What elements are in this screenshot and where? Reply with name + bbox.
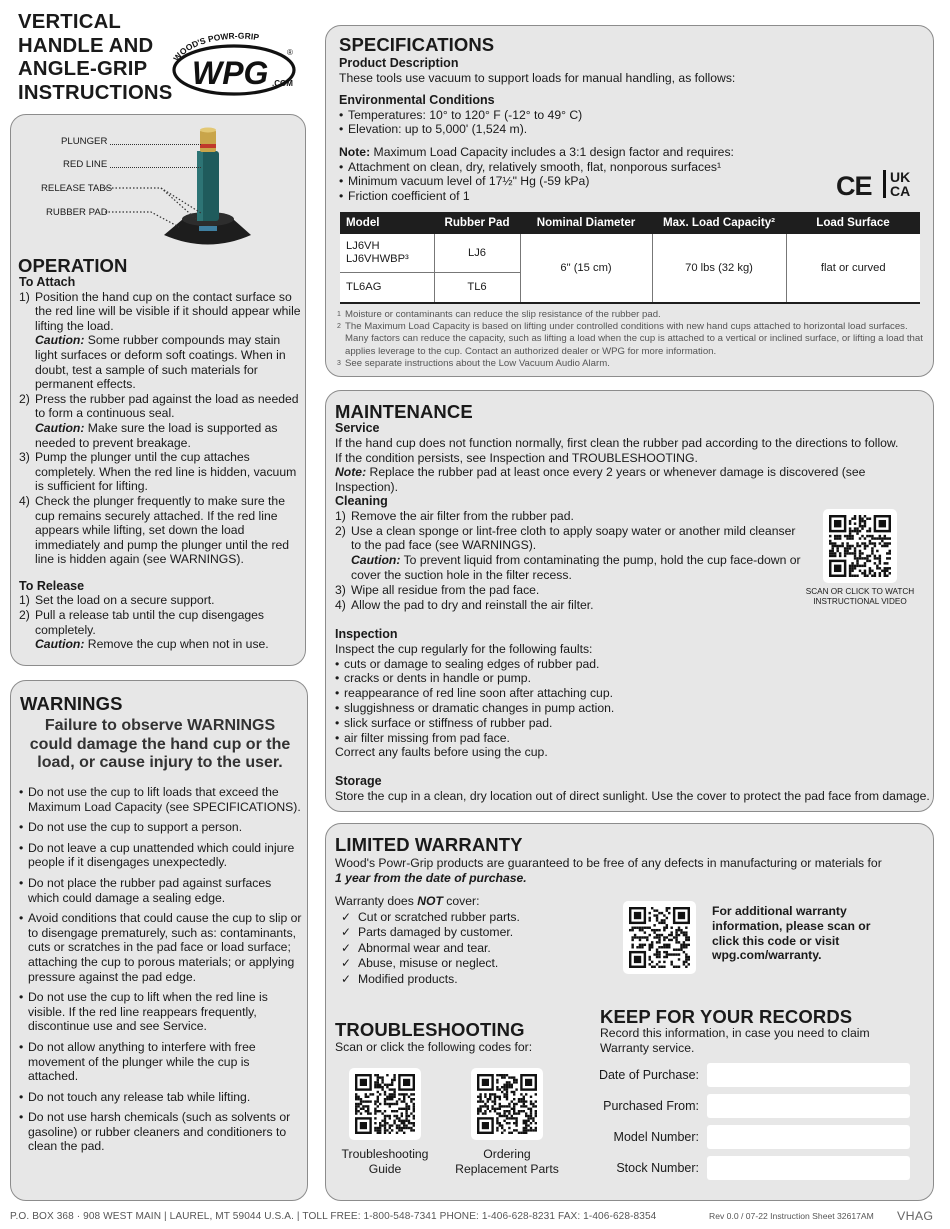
ce-mark: CE: [836, 171, 872, 201]
list-item: • slick surface or stiffness of rubber pad.: [335, 715, 553, 730]
service-text: If the condition persists, see Inspection and TROUBLESHOOTING.: [335, 450, 698, 465]
troubleshooting-heading: TROUBLESHOOTING: [335, 1019, 525, 1040]
stock-number-field[interactable]: [707, 1156, 910, 1180]
wpg-logo: [170, 28, 302, 98]
to-attach-heading: To Attach: [19, 275, 76, 289]
document-title: VERTICAL HANDLE AND ANGLE-GRIP INSTRUCTIONS: [18, 11, 173, 104]
cleaning-heading: Cleaning: [335, 494, 388, 508]
specifications-panel: [325, 25, 934, 377]
troubleshooting-qr-code[interactable]: [349, 1068, 421, 1140]
check-icon: ✓: [341, 971, 352, 986]
footnote: 1 Moisture or contaminants can reduce the slip resistance of the rubber pad.: [337, 309, 661, 320]
list-item: • Friction coefficient of 1: [339, 188, 470, 203]
list-item: • cracks or dents in handle or pump.: [335, 671, 531, 686]
table-cell: flat or curved: [786, 234, 920, 303]
warnings-panel: [10, 680, 308, 1201]
not-cover-line: Warranty does NOT cover:: [335, 894, 480, 908]
list-item: 2) Press the rubber pad against the load as needed to form a continuous seal. Caution: Make sure the load is supported as needed to prevent breakage.: [19, 391, 299, 450]
list-item: • Minimum vacuum level of 17½" Hg (-59 kPa): [339, 174, 590, 189]
storage-heading: Storage: [335, 774, 382, 788]
stock-number-label: Stock Number:: [616, 1161, 699, 1175]
table-header: Nominal Diameter: [520, 212, 652, 234]
check-icon: ✓: [341, 909, 352, 924]
table-header-row: [340, 212, 920, 234]
note-line: Note: Maximum Load Capacity includes a 3:1 design factor and requires:: [339, 144, 734, 159]
model-number-label: Model Number:: [613, 1130, 699, 1144]
list-item: • Temperatures: 10° to 120° F (-12° to 49° C): [339, 107, 583, 122]
list-item: • Do not place the rubber pad against surfaces which could damage a sealing edge.: [19, 875, 272, 905]
table-cell: 70 lbs (32 kg): [652, 234, 786, 303]
warranty-qr-text[interactable]: For additional warranty information, please scan or click this code or visit wpg.com/warranty.: [712, 904, 871, 963]
diagram-label: RED LINE: [63, 159, 201, 171]
model-number-field[interactable]: [707, 1125, 910, 1149]
check-icon: ✓: [341, 925, 352, 939]
release-steps: [19, 593, 303, 651]
table-row: [340, 234, 920, 272]
maintenance-panel: [325, 390, 934, 812]
list-item: 2) Use a clean sponge or lint-free cloth to apply soapy water or another mild cleanser to the pad face (see WARNINGS). Caution: To prevent liquid from contaminating the pump, hold the cup face-down or cover the suction hole in the filter recess.: [335, 523, 801, 582]
maintenance-cleaning: [335, 494, 805, 612]
footnote: 2 The Maximum Load Capacity is based on lifting under controlled conditions with new hand cups attached to horizontal load surfaces. Many factors can reduce the capacity, such as lifting a load when the cup is attached to a vertical or inclined surface, or lifting a load that applies leverage to the cup. Contact an authorized dealer or WPG for more information.: [337, 321, 923, 357]
inspection-intro: Inspect the cup regularly for the following faults:: [335, 641, 593, 656]
table-cell: 6" (15 cm): [520, 234, 652, 303]
list-item: 3) Pump the plunger until the cup attaches completely. When the red line is hidden, vacuum is sufficient for lifting.: [19, 450, 297, 494]
list-item: 3) Wipe all residue from the pad face.: [335, 582, 540, 597]
maintenance-heading: MAINTENANCE: [335, 401, 473, 422]
list-item: • Avoid conditions that could cause the cup to slip or to disengage prematurely, such as: contaminants, cuts or scratches in the pad face or load surface; attaching the cup to porous materials; or applying pressure against the pad edge.: [19, 911, 302, 984]
specifications-body: [339, 56, 839, 203]
warranty-heading: LIMITED WARRANTY: [335, 834, 523, 855]
list-item: • air filter missing from pad face.: [335, 730, 510, 745]
warranty-intro: Wood's Powr-Grip products are guaranteed to be free of any defects in manufacturing or materials for 1 year from the date of purchase.: [335, 856, 882, 885]
list-item: 1) Set the load on a secure support.: [19, 593, 215, 608]
list-item: • Elevation: up to 5,000' (1,524 m).: [339, 122, 528, 137]
diagram-label: RUBBER PAD: [46, 207, 108, 218]
troubleshooting-guide-label[interactable]: Troubleshooting Guide: [341, 1147, 429, 1176]
environmental-heading: Environmental Conditions: [339, 93, 495, 108]
records-subtext: Record this information, in case you need to claim Warranty service.: [600, 1026, 870, 1055]
footer-revision: Rev 0.0 / 07-22 Instruction Sheet 32617AM: [709, 1211, 874, 1221]
to-release-heading: To Release: [19, 578, 85, 593]
ukca-mark: UK CA: [883, 170, 910, 198]
table-cell: TL6AG: [340, 272, 434, 303]
service-heading: Service: [335, 421, 380, 435]
check-icon: ✓: [341, 956, 352, 970]
storage-text: Store the cup in a clean, dry location out of direct sunlight. Use the cover to protect the pad face from damage.: [335, 788, 930, 803]
specifications-table: [340, 212, 920, 304]
list-item: • Do not use the cup to support a person.: [19, 820, 243, 835]
maintenance-service: [335, 421, 931, 495]
footer-address: P.O. BOX 368 · 908 WEST MAIN | LAUREL, MT 59044 U.S.A. | TOLL FREE: 1-800-548-7341 PHONE: 1-406-628-8231 FAX: 1-406-628-8354: [10, 1211, 657, 1222]
list-item: • reappearance of red line soon after attaching cup.: [335, 686, 613, 701]
operation-body: [19, 275, 303, 652]
list-item: • sluggishness or dramatic changes in pump action.: [335, 700, 615, 715]
list-item: 1) Remove the air filter from the rubber pad.: [335, 508, 574, 523]
warnings-heading: WARNINGS: [20, 693, 123, 714]
list-item: ✓ Cut or scratched rubber parts.: [341, 909, 520, 924]
table-header: Max. Load Capacity²: [652, 212, 786, 234]
list-item: ✓ Modified products.: [341, 971, 458, 986]
svg-text:.COM: .COM: [272, 79, 293, 88]
product-description-text: These tools use vacuum to support loads for manual handling, as follows:: [339, 70, 736, 85]
warranty-qr-code[interactable]: [623, 901, 696, 974]
inspection-heading: Inspection: [335, 627, 398, 641]
inspection-outro: Correct any faults before using the cup.: [335, 745, 548, 760]
troubleshooting-subtext: Scan or click the following codes for:: [335, 1040, 533, 1054]
specifications-footnotes: [337, 309, 927, 370]
maintenance-inspection: [335, 627, 931, 760]
svg-text:WPG: WPG: [192, 55, 269, 91]
purchased-from-field[interactable]: [707, 1094, 910, 1118]
list-item: 4) Allow the pad to dry and reinstall the air filter.: [335, 597, 594, 612]
video-qr-code[interactable]: [823, 509, 897, 583]
list-item: ✓ Abuse, misuse or neglect.: [341, 956, 499, 970]
warnings-lead: Failure to observe WARNINGS could damage the hand cup or the load, or cause injury to the user.: [29, 717, 291, 771]
table-header: Load Surface: [786, 212, 920, 234]
purchased-from-label: Purchased From:: [603, 1099, 699, 1113]
table-cell: LJ6VH LJ6VHWBP³: [340, 234, 434, 272]
product-description-heading: Product Description: [339, 56, 459, 70]
date-of-purchase-label: Date of Purchase:: [598, 1068, 699, 1082]
list-item: • Attachment on clean, dry, relatively smooth, flat, nonporous surfaces¹: [339, 159, 722, 174]
attach-steps: [19, 290, 303, 567]
svg-text:®: ®: [287, 48, 293, 57]
operation-heading: OPERATION: [18, 255, 128, 276]
cleaning-steps: [335, 509, 805, 613]
replacement-parts-label[interactable]: Ordering Replacement Parts: [455, 1147, 559, 1176]
footer-doc-code: VHAG: [897, 1209, 934, 1223]
maintenance-storage: [335, 774, 931, 804]
exclusions-list: [335, 910, 605, 988]
list-item: • cuts or damage to sealing edges of rubber pad.: [335, 656, 600, 671]
table-cell: TL6: [434, 272, 520, 303]
specifications-heading: SPECIFICATIONS: [339, 34, 495, 55]
warranty-panel: [325, 823, 934, 1201]
list-item: • Do not use the cup to lift loads that exceed the Maximum Load Capacity (see SPECIFICATIONS).: [19, 785, 301, 814]
list-item: 1) Position the hand cup on the contact surface so the red line will be visible if it should appear while lifting the load. Caution: Some rubber compounds may stain light surfaces or deform soft coatings. When in doubt, test a sample of such materials for permanent effects.: [19, 289, 301, 392]
svg-text:WOOD'S POWR-GRIP: WOOD'S POWR-GRIP: [171, 30, 260, 64]
list-item: • Do not allow anything to interfere with free movement of the plunger while the cup is attached.: [19, 1039, 256, 1084]
table-header: Rubber Pad: [434, 212, 520, 234]
video-qr-caption: SCAN OR CLICK TO WATCH INSTRUCTIONAL VIDEO: [805, 587, 915, 606]
table-cell: LJ6: [434, 234, 520, 272]
diagram-label: RELEASE TABS: [41, 183, 113, 194]
list-item: • Do not use the cup to lift when the red line is visible. If the red line reappears frequently, discontinue use and see Service.: [19, 990, 268, 1034]
list-item: • Do not leave a cup unattended which could injure people if it disengages unexpectedly.: [19, 840, 295, 870]
warnings-list: [19, 785, 303, 1154]
operation-panel: [10, 114, 306, 666]
records-heading: KEEP FOR YOUR RECORDS: [600, 1006, 853, 1027]
list-item: • Do not touch any release tab while lifting.: [19, 1089, 251, 1104]
list-item: ✓ Abnormal wear and tear.: [341, 940, 491, 955]
diagram-label: PLUNGER: [61, 136, 201, 148]
check-icon: ✓: [341, 940, 352, 955]
list-item: 4) Check the plunger frequently to make sure the cup remains securely attached. If the red line appears while lifting, set down the load immediately and pump the plunger until the red line is hidden again (see WARNINGS).: [19, 493, 290, 567]
service-text: If the hand cup does not function normally, first clean the rubber pad according to the directions to follow.: [335, 435, 899, 450]
replacement-parts-qr-code[interactable]: [471, 1068, 543, 1140]
environmental-list: [339, 108, 839, 137]
note-list: [339, 160, 839, 204]
footnote: 3 See separate instructions about the Low Vacuum Audio Alarm.: [337, 357, 610, 369]
list-item: • Do not use harsh chemicals (such as solvents or gasoline) or rubber cleaners and conditioners to clean the pad.: [19, 1110, 291, 1154]
table-header: Model: [340, 212, 434, 234]
warranty-exclusions: [335, 894, 605, 987]
inspection-list: [335, 657, 931, 746]
list-item: 2) Pull a release tab until the cup disengages completely. Caution: Remove the cup when not in use.: [19, 608, 269, 652]
date-of-purchase-field[interactable]: [707, 1063, 910, 1087]
list-item: ✓ Parts damaged by customer.: [341, 925, 514, 939]
service-note: Note: Replace the rubber pad at least once every 2 years or whenever damage is discovered (see Inspection).: [335, 465, 866, 495]
